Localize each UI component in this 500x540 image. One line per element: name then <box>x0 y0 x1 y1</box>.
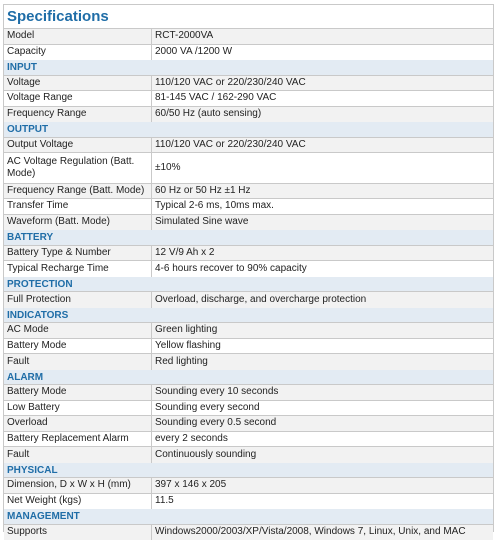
spec-body <box>4 29 493 540</box>
table-row <box>4 184 493 200</box>
row-value: 12 V/9 Ah x 2 <box>152 246 493 261</box>
row-value: Sounding every 0.5 second <box>152 416 493 431</box>
row-value: Sounding every second <box>152 401 493 416</box>
spec-section <box>4 277 493 308</box>
section-header: OUTPUT <box>4 122 493 138</box>
section-rows <box>4 246 493 277</box>
table-row <box>4 199 493 215</box>
row-value: 11.5 <box>152 494 493 510</box>
table-row <box>4 401 493 417</box>
section-rows <box>4 525 493 540</box>
row-label: Output Voltage <box>4 138 152 153</box>
row-label: Full Protection <box>4 292 152 308</box>
section-header: MANAGEMENT <box>4 509 493 525</box>
row-label: Low Battery <box>4 401 152 416</box>
row-value: Red lighting <box>152 354 493 370</box>
table-row <box>4 138 493 154</box>
specifications-table <box>3 4 494 532</box>
row-label: Fault <box>4 447 152 463</box>
table-row <box>4 76 493 92</box>
spec-section <box>4 29 493 60</box>
row-value: 81-145 VAC / 162-290 VAC <box>152 91 493 106</box>
row-label: Model <box>4 29 152 44</box>
row-label: Dimension, D x W x H (mm) <box>4 478 152 493</box>
section-rows <box>4 478 493 509</box>
row-value: 60 Hz or 50 Hz ±1 Hz <box>152 184 493 199</box>
row-value: 60/50 Hz (auto sensing) <box>152 107 493 123</box>
table-row <box>4 261 493 277</box>
section-rows <box>4 138 493 231</box>
page-title: Specifications <box>4 5 493 29</box>
row-label: Capacity <box>4 45 152 61</box>
spec-section <box>4 370 493 463</box>
row-label: Frequency Range (Batt. Mode) <box>4 184 152 199</box>
row-value: Sounding every 10 seconds <box>152 385 493 400</box>
row-label: AC Mode <box>4 323 152 338</box>
row-value: 397 x 146 x 205 <box>152 478 493 493</box>
table-row <box>4 339 493 355</box>
table-row <box>4 525 493 540</box>
spec-section <box>4 509 493 540</box>
spec-section <box>4 308 493 370</box>
table-row <box>4 385 493 401</box>
row-label: Voltage <box>4 76 152 91</box>
row-label: AC Voltage Regulation (Batt. Mode) <box>4 153 152 183</box>
row-label: Voltage Range <box>4 91 152 106</box>
table-row <box>4 354 493 370</box>
spec-section <box>4 60 493 122</box>
table-row <box>4 29 493 45</box>
section-header: INDICATORS <box>4 308 493 324</box>
table-row <box>4 432 493 448</box>
spec-section <box>4 463 493 510</box>
section-header: PHYSICAL <box>4 463 493 479</box>
table-row <box>4 416 493 432</box>
row-label: Battery Type & Number <box>4 246 152 261</box>
row-label: Waveform (Batt. Mode) <box>4 215 152 231</box>
spec-section <box>4 122 493 230</box>
section-rows <box>4 385 493 463</box>
table-row <box>4 246 493 262</box>
row-value: 4-6 hours recover to 90% capacity <box>152 261 493 277</box>
row-label: Battery Mode <box>4 385 152 400</box>
row-value: Windows2000/2003/XP/Vista/2008, Windows 7, Linux, Unix, and MAC <box>152 525 493 540</box>
row-value: Green lighting <box>152 323 493 338</box>
section-rows <box>4 29 493 60</box>
section-header: INPUT <box>4 60 493 76</box>
spec-section <box>4 230 493 277</box>
row-label: Net Weight (kgs) <box>4 494 152 510</box>
section-rows <box>4 323 493 370</box>
table-row <box>4 107 493 123</box>
row-value: Continuously sounding <box>152 447 493 463</box>
table-row <box>4 292 493 308</box>
row-value: 110/120 VAC or 220/230/240 VAC <box>152 138 493 153</box>
section-rows <box>4 292 493 308</box>
table-row <box>4 323 493 339</box>
table-row <box>4 447 493 463</box>
row-value: Overload, discharge, and overcharge protection <box>152 292 493 308</box>
row-label: Supports <box>4 525 152 540</box>
row-label: Transfer Time <box>4 199 152 214</box>
table-row <box>4 494 493 510</box>
row-label: Battery Mode <box>4 339 152 354</box>
row-value: Yellow flashing <box>152 339 493 354</box>
row-value: every 2 seconds <box>152 432 493 447</box>
row-value: Typical 2-6 ms, 10ms max. <box>152 199 493 214</box>
section-header: ALARM <box>4 370 493 386</box>
section-header: BATTERY <box>4 230 493 246</box>
row-value: Simulated Sine wave <box>152 215 493 231</box>
row-label: Battery Replacement Alarm <box>4 432 152 447</box>
row-label: Frequency Range <box>4 107 152 123</box>
row-label: Typical Recharge Time <box>4 261 152 277</box>
table-row <box>4 45 493 61</box>
table-row <box>4 153 493 184</box>
table-row <box>4 478 493 494</box>
row-value: 110/120 VAC or 220/230/240 VAC <box>152 76 493 91</box>
section-header: PROTECTION <box>4 277 493 293</box>
table-row <box>4 215 493 231</box>
row-value: 2000 VA /1200 W <box>152 45 493 61</box>
row-value: ±10% <box>152 153 493 183</box>
row-label: Fault <box>4 354 152 370</box>
table-row <box>4 91 493 107</box>
row-value: RCT-2000VA <box>152 29 493 44</box>
row-label: Overload <box>4 416 152 431</box>
section-rows <box>4 76 493 123</box>
